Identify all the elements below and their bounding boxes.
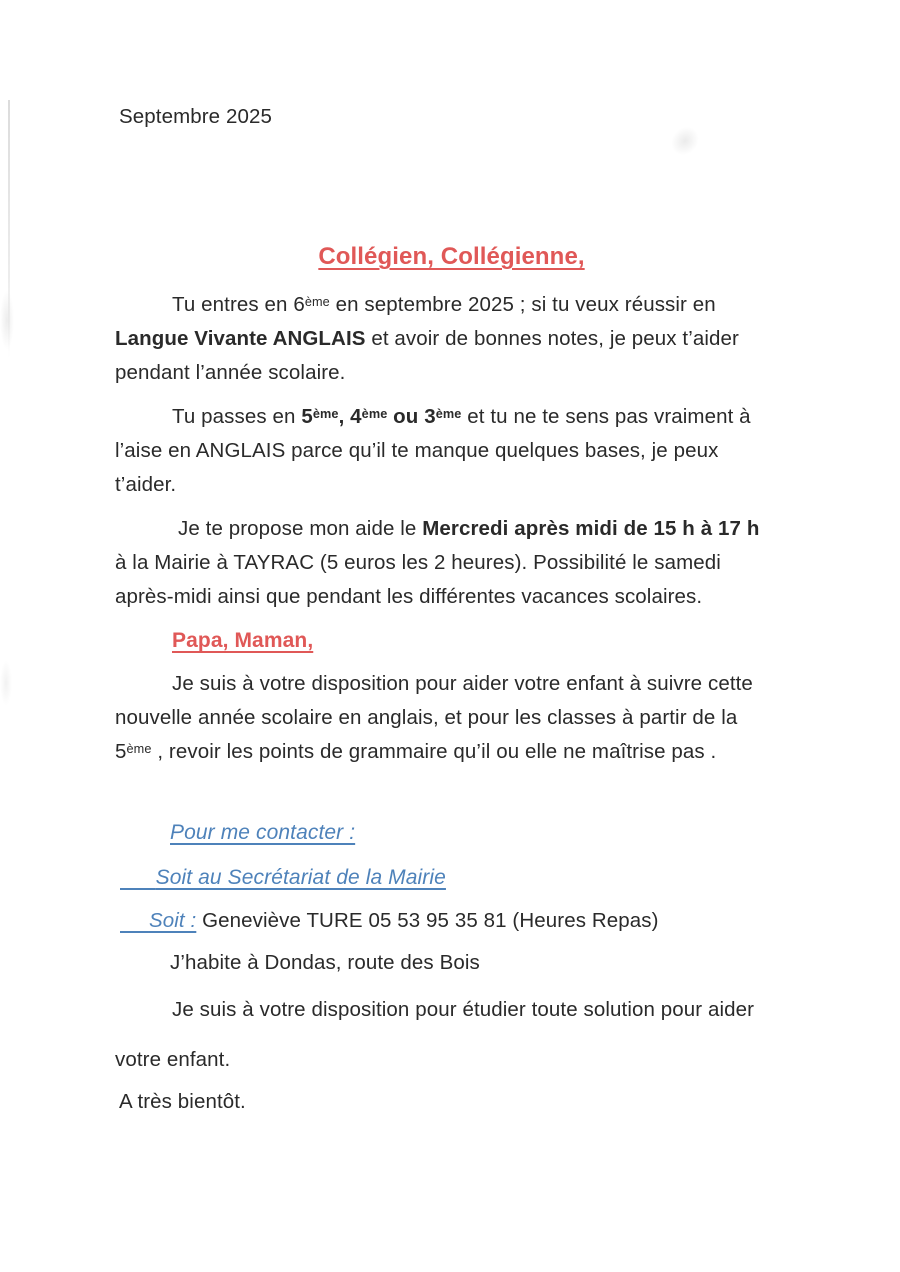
text-run: 5 <box>115 740 127 763</box>
paragraph-disposition-enfant <box>115 667 788 769</box>
closing-line <box>115 1085 788 1119</box>
text-run: A très bientôt. <box>119 1090 246 1113</box>
text-run: et tu ne te sens pas vraiment à <box>461 405 751 428</box>
contact-option-telephone <box>115 904 788 938</box>
text-run: ou 3 <box>387 405 436 428</box>
text-run: à la Mairie à TAYRAC (5 euros les 2 heures). Possibilité le samedi <box>115 551 721 574</box>
text-run: ème <box>126 740 152 756</box>
text-run: Mercredi après midi de 15 h à 17 h <box>422 517 760 540</box>
letter-heading-collegien <box>115 239 788 275</box>
subheading-papa-maman <box>115 624 788 658</box>
text-run: Tu entres en 6 <box>172 293 305 316</box>
scan-smudge <box>0 660 12 706</box>
text-run: Langue Vivante ANGLAIS <box>115 327 366 350</box>
text-run: Septembre 2025 <box>119 105 272 128</box>
text-run: et avoir de bonnes notes, je peux t’aider <box>365 327 739 350</box>
text-run: Geneviève TURE 05 53 95 35 81 (Heures Repas) <box>196 909 659 932</box>
text-run: ème <box>312 405 339 421</box>
text-run: , revoir les points de grammaire qu’il ou elle ne maîtrise pas . <box>151 740 717 763</box>
scan-artifact-left-edge <box>8 100 10 358</box>
text-run: ème <box>304 293 330 309</box>
text-run <box>120 909 149 932</box>
text-run: J’habite à Dondas, route des Bois <box>170 951 480 974</box>
scan-smudge <box>0 290 14 350</box>
text-run: Collégien, Collégienne, <box>318 243 585 270</box>
scanned-letter-page <box>0 100 900 1272</box>
text-run: , 4 <box>338 405 362 428</box>
text-run: ème <box>435 405 462 421</box>
text-run: en septembre 2025 ; si tu veux réussir en <box>329 293 716 316</box>
contact-option-secretariat <box>115 861 788 895</box>
text-run: l’aise en ANGLAIS parce qu’il te manque quelques bases, je peux <box>115 439 719 462</box>
text-run: pendant l’année scolaire. <box>115 361 346 384</box>
contact-section-heading <box>115 816 788 850</box>
text-run: ème <box>361 405 388 421</box>
paragraph-sixieme <box>115 288 788 390</box>
text-run: Soit au Secrétariat de la Mairie <box>155 866 446 889</box>
text-run: Tu passes en <box>172 405 302 428</box>
text-run: Je suis à votre disposition pour étudier toute solution pour aider <box>172 998 755 1021</box>
paragraph-cinquieme-quatrieme-troisieme <box>115 400 788 502</box>
text-run: nouvelle année scolaire en anglais, et pour les classes à partir de la <box>115 706 738 729</box>
paragraph-proposition-aide <box>115 512 788 614</box>
text-run: t’aider. <box>115 473 177 496</box>
text-run: Pour me contacter : <box>170 821 356 844</box>
text-run: Papa, Maman, <box>172 629 314 652</box>
text-run: après-midi ainsi que pendant les différentes vacances scolaires. <box>115 585 703 608</box>
text-run: Je te propose mon aide le <box>178 517 423 540</box>
text-run: votre enfant. <box>115 1048 231 1071</box>
letter-date <box>119 100 788 134</box>
text-run: 5 <box>301 405 313 428</box>
paragraph-etudier-solution <box>115 985 788 1085</box>
text-run: Je suis à votre disposition pour aider votre enfant à suivre cette <box>172 672 753 695</box>
text-run: Soit : <box>148 909 197 932</box>
address-line <box>115 946 788 980</box>
text-run <box>120 866 156 889</box>
